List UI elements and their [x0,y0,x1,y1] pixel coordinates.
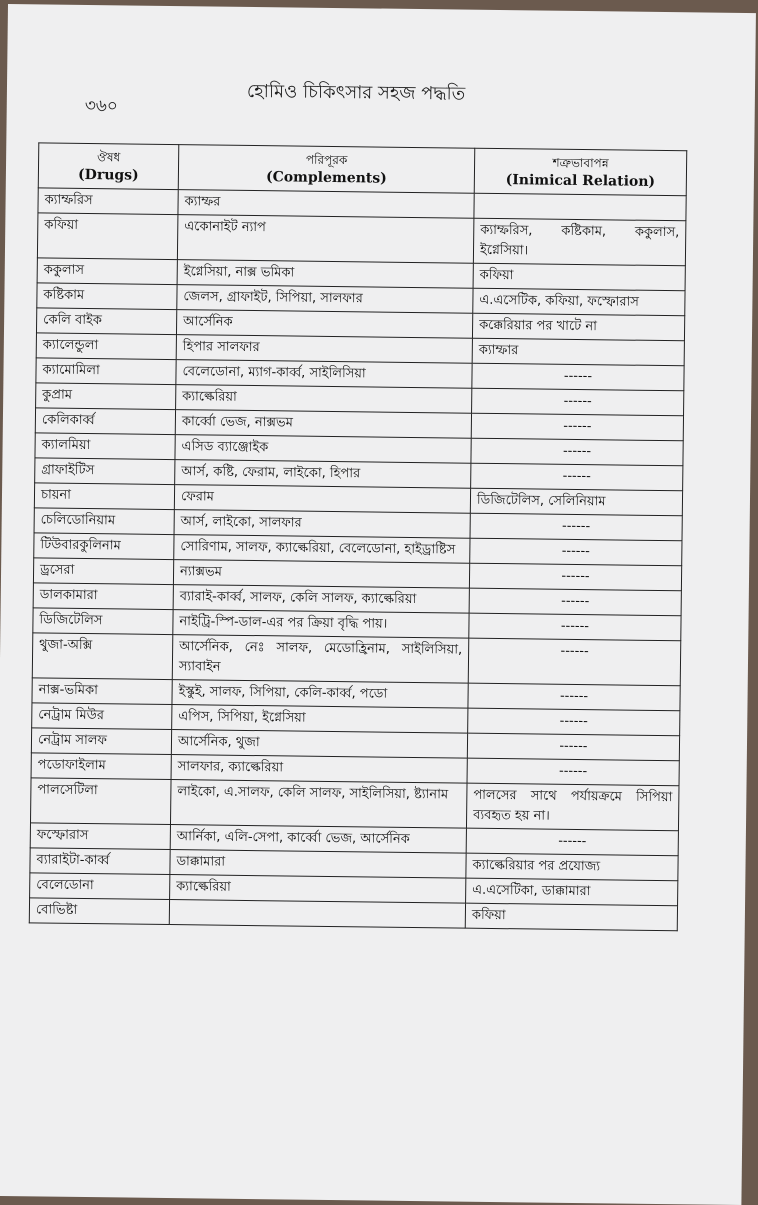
drug-cell: চায়না [34,483,174,510]
inimical-cell: ------ [468,683,680,711]
inimical-cell: কক্কেরিয়ার পর খাটে না [472,313,684,341]
drug-cell: ককুলাস [37,258,177,285]
inimical-cell: এ.এসেটিক, কফিয়া, ফস্ফোরাস [473,288,685,316]
inimical-cell: কফিয়া [473,263,685,291]
complement-cell: আর্সেনিক [176,310,472,339]
inimical-cell: ------ [468,638,681,686]
header-complements-en: (Complements) [265,169,387,187]
inimical-cell: ------ [469,588,681,616]
header-drugs-en: (Drugs) [78,166,139,184]
drug-cell: কেলিকার্ব্ব [35,408,175,435]
drug-cell: কষ্টিকাম [37,283,177,310]
table-row [32,633,681,686]
complement-cell: ক্যাল্কেরিয়া [170,875,466,904]
inimical-cell: ------ [470,513,682,541]
header-drugs [38,143,179,190]
inimical-cell: ------ [468,708,680,736]
complement-cell: বেলেডোনা, ম্যাগ-কার্ব্ব, সাইলিসিয়া [176,360,472,389]
inimical-cell: ------ [472,363,684,391]
inimical-cell: পালসের সাথে পর্যায়ক্রমে সিপিয়া ব্যবহৃত হয় না। [466,783,679,831]
drug-relation-table [29,142,687,931]
complement-cell: একোনাইট ন্যাপ [177,215,474,264]
inimical-cell: ক্যাল্কেরিয়ার পর প্রযোজ্য [466,853,678,881]
drug-cell: ফস্ফোরাস [30,823,170,850]
drug-cell: টিউবারকুলিনাম [34,533,174,560]
complement-cell: আর্সেনিক, নেঃ সালফ, মেডোহ্রিনাম, সাইলিসিয়া, স্যাবাইন [172,635,469,684]
complement-cell: আর্স, লাইকো, সালফার [174,510,470,539]
complement-cell: সালফার, ক্যাল্কেরিয়া [171,755,467,784]
header-complements [178,145,475,194]
header-inimical [474,148,687,196]
drug-cell: নাক্স-ভমিকা [32,678,172,705]
header-inimical-en: (Inimical Relation) [505,172,656,190]
page-number: ৩৬০ [84,95,119,117]
table-row [37,213,686,266]
header-complements-bn: পরিপূরক [305,152,348,168]
drug-cell: কুপ্রাম [36,383,176,410]
drug-cell: নেট্রাম সালফ [31,728,171,755]
complement-cell: এপিস, সিপিয়া, ইগ্নেসিয়া [172,705,468,734]
complement-cell: আর্সেনিক, থুজা [171,730,467,759]
complement-cell: নাইট্রি-স্পি-ডাল-এর পর ক্রিয়া বৃদ্ধি পায়। [173,610,469,639]
inimical-cell: ------ [467,733,679,761]
inimical-cell: ডিজিটেলিস, সেলিনিয়াম [470,488,682,516]
inimical-cell: ক্যাম্ফার [472,338,684,366]
drug-cell: বোভিষ্টা [29,898,169,925]
complement-cell: এসিড ব্যাঞ্জোইক [175,435,471,464]
complement-cell: হিপার সালফার [176,335,472,364]
table-header-row [38,143,687,196]
complement-cell [169,900,465,929]
complement-cell: ন্যাক্সভম [173,560,469,589]
drug-cell: ক্যামোমিলা [36,358,176,385]
inimical-cell: ------ [471,438,683,466]
complement-cell: ফেরাম [174,485,470,514]
inimical-cell: ------ [471,463,683,491]
inimical-cell: ------ [469,613,681,641]
table-row [30,778,679,831]
table-body [29,188,686,931]
inimical-cell: ------ [469,563,681,591]
inimical-cell: ------ [471,413,683,441]
header-inimical-bn: শত্রুভাবাপন্ন [552,155,609,171]
inimical-cell: ------ [470,538,682,566]
complement-cell: আর্নিকা, এলি-সেপা, কার্ব্বো ভেজ, আর্সেনিক [170,825,466,854]
complement-cell: ইগ্নেসিয়া, নাক্স ভমিকা [177,260,473,289]
drug-cell: ডালকামারা [33,583,173,610]
drug-cell: ডিজিটেলিস [33,608,173,635]
inimical-cell [474,193,686,221]
complement-cell: ইস্কুই, সালফ, সিপিয়া, কেলি-কার্ব্ব, পডো [172,680,468,709]
header-drugs-bn: ঔষধ [96,150,121,165]
complement-cell: আর্স, কষ্টি, ফেরাম, লাইকো, হিপার [175,460,471,489]
inimical-cell: ক্যাম্ফরিস, কষ্টিকাম, ককুলাস, ইগ্নেসিয়া। [473,218,686,266]
drug-cell: ক্যালমিয়া [35,433,175,460]
complement-cell: ডাক্কামারা [170,850,466,879]
complement-cell: লাইকো, এ.সালফ, কেলি সালফ, সাইলিসিয়া, ষ্ট্যানাম [170,780,467,829]
drug-cell: বেলেডোনা [30,873,170,900]
drug-cell: নেট্রাম মিউর [32,703,172,730]
inimical-cell: কফিয়া [465,903,677,931]
drug-cell: পালসেটিলা [30,778,171,825]
drug-cell: গ্রাফাইটিস [35,458,175,485]
drug-cell: ক্যাম্ফরিস [38,188,178,215]
book-page [0,4,756,1205]
complement-cell: জেলস, গ্রাফাইট, সিপিয়া, সালফার [177,285,473,314]
complement-cell: ক্যাল্কেরিয়া [176,385,472,414]
inimical-cell: এ.এসেটিকা, ডাক্কামারা [466,878,678,906]
inimical-cell: ------ [472,388,684,416]
inimical-cell: ------ [467,758,679,786]
drug-cell: কেলি বাইক [36,308,176,335]
running-title: হোমিও চিকিৎসার সহজ পদ্ধতি [246,80,466,105]
complement-cell: ব্যারাই-কার্ব্ব, সালফ, কেলি সালফ, ক্যাল্কেরিয়া [173,585,469,614]
complement-cell: কার্ব্বো ভেজ, নাক্সভম [175,410,471,439]
drug-cell: কফিয়া [37,213,178,260]
drug-cell: ড্রসেরা [33,558,173,585]
complement-cell: সোরিণাম, সালফ, ক্যাল্কেরিয়া, বেলেডোনা, হাইড্রাষ্টিস [174,535,470,564]
drug-cell: চেলিডোনিয়াম [34,508,174,535]
drug-cell: থুজা-অক্সি [32,633,173,680]
inimical-cell: ------ [466,828,678,856]
complement-cell: ক্যাম্ফর [178,190,474,219]
drug-cell: ক্যালেন্ডুলা [36,333,176,360]
drug-cell: ব্যারাইটা-কার্ব্ব [30,848,170,875]
drug-cell: পডোফাইলাম [31,753,171,780]
